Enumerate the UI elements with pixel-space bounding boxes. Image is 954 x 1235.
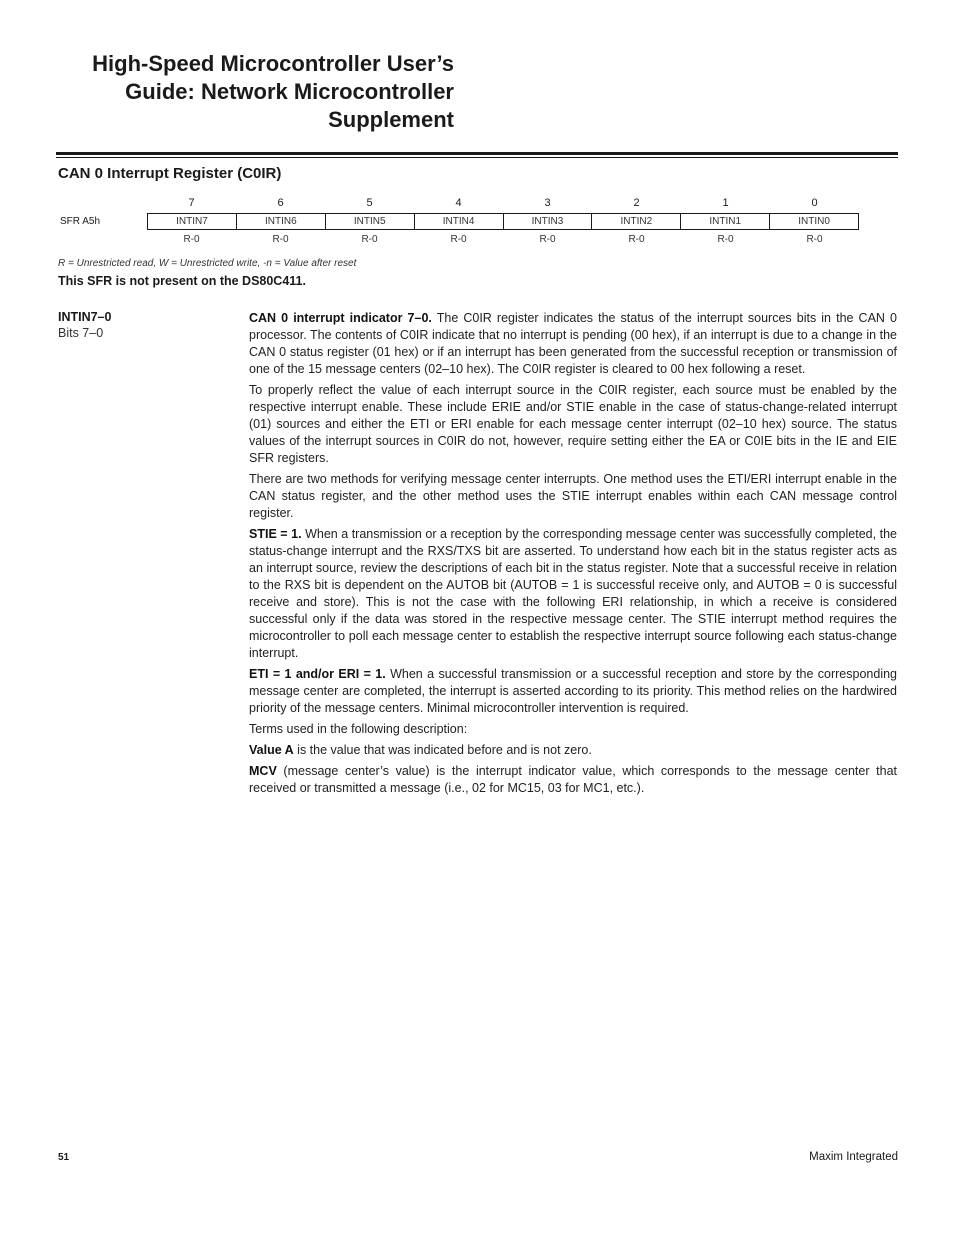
- bit-number: 5: [366, 197, 373, 209]
- bit-access: R-0: [806, 234, 823, 245]
- description-paragraph: [249, 721, 897, 738]
- bit-number: 3: [544, 197, 551, 209]
- sfr-address-label: SFR A5h: [60, 216, 101, 227]
- bit-access: R-0: [717, 234, 734, 245]
- paragraph-text: There are two methods for verifying message center interrupts. One method uses the ETI/ERI interrupt enable in the CAN status register, and the other method uses the STIE interrupt enables within each CAN message control register.: [249, 472, 897, 520]
- company-name: Maxim Integrated: [809, 1151, 898, 1163]
- bit-access: R-0: [183, 234, 200, 245]
- bit-access: R-0: [628, 234, 645, 245]
- paragraph-text: The C0IR register indicates the status of the interrupt sources bits in the CAN 0 processor. The contents of C0IR indicate that no interrupt is pending (00 hex), if an interrupt is due to a change in the CAN 0 status register (01 hex) or if an interrupt has been generated from the successful reception or transmission of one of the 15 message centers (02–10 hex). The C0IR register is cleared to 00 hex following a reset.: [249, 311, 897, 376]
- bit-number: 7: [188, 197, 195, 209]
- paragraph-lead: ETI = 1 and/or ERI = 1.: [249, 667, 386, 681]
- availability-note: This SFR is not present on the DS80C411.: [58, 274, 306, 288]
- paragraph-text: When a transmission or a reception by the corresponding message center was successfully completed, the status-change interrupt and the RXS/TXS bit are asserted. To understand how each bit in the status register acts as an interrupt source, review the descriptions of each bit in the status register. Note that a successful receive in relation to the RXS bit is dependent on the AUTOB bit (AUTOB = 1 is successful receive only, and AUTOB = 0 is successful receive and store). This is not the case with the following ERI relationship, in which a receive is considered successful only if the data was stored in the respective message center. The STIE interrupt method requires the microcontroller to poll each message center to establish the respective interrupt source following each status-change interrupt.: [249, 527, 897, 660]
- title-line-3: Supplement: [328, 107, 454, 132]
- title-line-2: Guide: Network Microcontroller: [125, 79, 454, 104]
- description-paragraph: [249, 526, 897, 662]
- description-paragraph: [249, 763, 897, 797]
- register-bit-name: INTIN6: [237, 214, 326, 229]
- register-bit-name: INTIN1: [681, 214, 770, 229]
- bit-access: R-0: [272, 234, 289, 245]
- page-number: 51: [58, 1152, 70, 1163]
- title-line-1: High-Speed Microcontroller User’s: [92, 51, 454, 76]
- section-title: CAN 0 Interrupt Register (C0IR): [58, 165, 282, 182]
- register-bit-name: INTIN0: [798, 216, 830, 227]
- register-bit-map: [147, 213, 859, 230]
- paragraph-lead: STIE = 1.: [249, 527, 302, 541]
- field-bits: Bits 7–0: [58, 326, 104, 340]
- register-bit-name: INTIN5: [326, 214, 415, 229]
- access-legend: R = Unrestricted read, W = Unrestricted write, -n = Value after reset: [58, 258, 357, 269]
- register-bit-name: INTIN2: [592, 214, 681, 229]
- bit-number: 1: [722, 197, 729, 209]
- paragraph-text: Terms used in the following description:: [249, 722, 468, 736]
- register-bit-name: INTIN7: [148, 214, 237, 229]
- paragraph-text: is the value that was indicated before and is not zero.: [293, 743, 592, 757]
- description-paragraph: [249, 382, 897, 467]
- bit-number: 6: [277, 197, 284, 209]
- field-name: INTIN7–0: [58, 310, 112, 324]
- paragraph-text: (message center’s value) is the interrupt indicator value, which corresponds to the message center that received or transmitted a message (i.e., 02 for MC15, 03 for MC1, etc.).: [249, 764, 897, 795]
- register-bit-name: INTIN3: [504, 214, 593, 229]
- description-paragraph: [249, 742, 897, 759]
- header-rule-thick: [56, 152, 898, 155]
- paragraph-lead: Value A: [249, 743, 294, 757]
- paragraph-lead: MCV: [249, 764, 277, 778]
- bit-number: 4: [455, 197, 462, 209]
- bit-access: R-0: [539, 234, 556, 245]
- document-title: [56, 50, 454, 134]
- bit-access: R-0: [450, 234, 467, 245]
- description-paragraph: [249, 310, 897, 378]
- bit-access: R-0: [361, 234, 378, 245]
- description-paragraph: [249, 666, 897, 717]
- bit-number: 2: [633, 197, 640, 209]
- header-rule-thin: [56, 157, 898, 158]
- register-bit-name: INTIN4: [415, 214, 504, 229]
- bit-number: 0: [811, 197, 818, 209]
- description-paragraph: [249, 471, 897, 522]
- paragraph-text: When a successful transmission or a successful reception and store by the corresponding message center are completed, the interrupt is asserted according to its priority. This method relies on the hardwired priority of the message centers. Minimal microcontroller intervention is required.: [249, 667, 898, 715]
- paragraph-text: To properly reflect the value of each interrupt source in the C0IR register, each source must be enabled by the respective interrupt enable. These include ERIE and/or STIE enable in the case of status-change-related interrupt (01) sources and either the ETI or ERI enable for each message center interrupt (02–10 hex) source. The status values of the interrupt sources in C0IR do not, however, require setting either the EA or C0IE bits in the IE and EIE SFR registers.: [249, 383, 897, 465]
- field-description: [249, 310, 897, 801]
- paragraph-lead: CAN 0 interrupt indicator 7–0.: [249, 311, 432, 325]
